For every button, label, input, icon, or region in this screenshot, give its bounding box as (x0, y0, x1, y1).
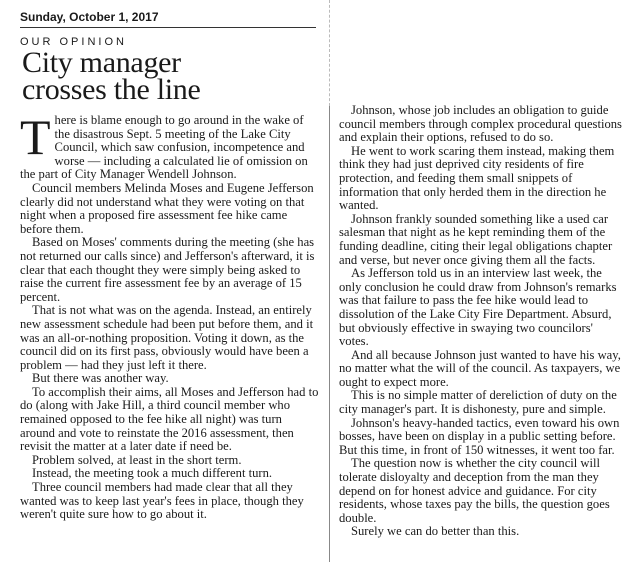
paragraph: Johnson frankly sounded something like a used car salesman that night as he kept reminding them of the funding deadline, citing their legal obligations chapter and verse, but never once giving them all the facts. (339, 211, 613, 267)
paragraph: The question now is whether the city council will tolerate disloyalty and deception from the man they depend on for honest advice and guidance. For city residents, whose taxes pay the bills, the question goes double. (339, 456, 610, 525)
paragraph (20, 109, 320, 182)
paragraph: Problem solved, at least in the short term. (32, 452, 242, 467)
paragraph: Surely we can do better than this. (351, 524, 520, 539)
right-column (339, 104, 623, 539)
paragraph: Johnson, whose job includes an obligation to guide council members through complex procedural questions and explain their options, refused to do so. (339, 103, 622, 145)
paragraph: Instead, the meeting took a much different turn. (32, 466, 273, 481)
headline-line-2: crosses the line (22, 73, 201, 106)
paragraph: That is not what was on the agenda. Instead, an entirely new assessment schedule had been put before them, and it was an all-or-nothing proposition. Voting it down, as the council did on its first pass, obviously would have been a problem — had they just left it there. (20, 303, 314, 372)
column-gutter-rule-top (329, 0, 330, 106)
headline (22, 46, 318, 106)
paragraph: As Jefferson told us in an interview last week, the only conclusion he could draw from Johnson's remarks was that failure to pass the fee hike would lead to dissolution of the Lake City Fire Department. Absurd, but obviously effective in swaying two councilors' votes. (339, 266, 617, 349)
paragraph-text: here is blame enough to go around in the wake of the disastrous Sept. 5 meeting of the Lake City Council, which saw confusion, incompetence and worse — including a calculated lie of omission on the part of City Manager Wendell Johnson. (20, 113, 308, 182)
paragraph: Council members Melinda Moses and Eugene Jefferson clearly did not understand what they were voting on that night when a proposed fire assessment fee hike came before them. (20, 180, 314, 236)
paragraph: Three council members had made clear that all they wanted was to keep last year's fees in place, though they weren't quite sure how to go about it. (20, 480, 304, 522)
paragraph: Based on Moses' comments during the meeting (she has not returned our calls since) and Jefferson's afterward, it is clear that each thought they were simply being asked to raise the current fire assessment fee by an average of 15 percent. (20, 235, 315, 304)
paragraph: Johnson's heavy-handed tactics, even toward his own bosses, have been on display in a public setting before. But this time, in front of 150 witnesses, it went too far. (339, 415, 620, 457)
section-kicker: OUR OPINION (20, 36, 127, 48)
headline-line-1: City manager (22, 46, 181, 79)
paragraph: This is no simple matter of dereliction of duty on the city manager's part. It is dishonesty, pure and simple. (339, 388, 617, 417)
paragraph: To accomplish their aims, all Moses and Jefferson had to do (along with Jake Hill, a third council member who remained opposed to the fee hike all night) was turn around and vote to reinstate the 2016 assessment, then revisit the matter at a later date if need be. (20, 384, 319, 454)
paragraph: He went to work scaring them instead, making them think they had just deprived city residents of fire protection, and feeding them small snippets of information that only herded them in the direction he wanted. (339, 143, 615, 213)
drop-cap: T (20, 109, 51, 165)
paragraph: And all because Johnson just wanted to have his way, no matter what the will of the council. As taxpayers, we ought to expect more. (339, 347, 621, 389)
column-divider (329, 106, 330, 562)
dateline: Sunday, October 1, 2017 (20, 10, 316, 28)
left-column (20, 109, 320, 522)
paragraph: But there was another way. (32, 371, 169, 386)
